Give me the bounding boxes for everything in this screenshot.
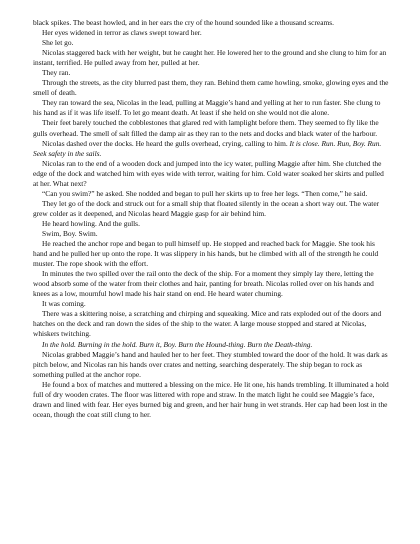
paragraph-3: She let go. <box>42 38 74 48</box>
paragraph-14: Swim, Boy. Swim. <box>42 228 98 238</box>
paragraph-9-italic: It is close. Run. Run, Boy. Run. Seek safety in the sails. <box>33 138 382 158</box>
paragraph-7: They ran toward the sea, Nicolas in the lead, pulling at Maggie’s hand and yelling at her to run faster. She clung to his hand as if it was life itself. To let go meant death. At least if she held on she would not die alone. <box>33 98 381 118</box>
paragraph-12: They let go of the dock and struck out for a small ship that floated silently in the ocean a short way out. The water grew colder as it deepened, and Nicolas heard Maggie gasp for air behind him. <box>33 198 380 218</box>
paragraph-5: They ran. <box>42 68 71 78</box>
paragraph-8: Their feet barely touched the cobblestones that glared red with lamplight before them. They seemed to fly like the gulls overhead. The smell of salt filled the damp air as they ran to the nets and docks and black water of the harbour. <box>33 118 379 138</box>
paragraph-13: He heard howling. And the gulls. <box>42 218 140 228</box>
book-page <box>33 18 389 528</box>
paragraph-16: In minutes the two spilled over the rail onto the deck of the ship. For a moment they simply lay there, letting the wood absorb some of the water from their clothes and hair, panting for breath. Nicolas rolled over on his hands and knees as a low, mournful howl made his hair stand on end. He heard water churning. <box>33 269 374 299</box>
paragraph-15: He reached the anchor rope and began to pull himself up. He stopped and reached back for Maggie. She took his hand and he pulled her up onto the rope. It was slippery in his hands, but he climbed with all of the strength he could muster. The rope shook with the effort. <box>33 239 379 269</box>
paragraph-17: It was coming. <box>42 299 86 309</box>
paragraph-9 <box>33 139 389 159</box>
paragraph-2: Her eyes widened in terror as claws swept toward her. <box>42 28 202 38</box>
paragraph-21: He found a box of matches and muttered a blessing on the mice. He lit one, his hands trembling. It illuminated a hold full of dry wooden crates. The floor was littered with rope and straw. In the match light he could see Maggie’s face, drawn and lined with fear. Her eyes burned big and green, and her hair hung in wet strands. Her cap had been lost in the ocean, though the coat still clung to her. <box>33 379 389 419</box>
paragraph-20: Nicolas grabbed Maggie’s hand and hauled her to her feet. They stumbled toward the door of the hold. It was dark as pitch below, and Nicolas ran his hands over crates and netting, searching desperately. The ship began to rock as something pulled at the anchor rope. <box>33 349 388 379</box>
paragraph-1: black spikes. The beast howled, and in her ears the cry of the hound sounded like a thousand screams. <box>33 18 334 27</box>
paragraph-18: There was a skittering noise, a scratching and chirping and squeaking. Mice and rats exploded out of the doors and hatches on the deck and ran down the sides of the ship to the water. A large mouse stopped and stared at Nicolas, whiskers twitching. <box>33 309 382 339</box>
paragraph-19-italic: In the hold. Burning in the hold. Burn it, Boy. Burn the Hound-thing. Burn the Death-thing. <box>42 339 313 349</box>
paragraph-4: Nicolas staggered back with her weight, but he caught her. He lowered her to the ground and she clung to him for an instant, terrified. He pulled away from her, pulled at her. <box>33 48 387 68</box>
paragraph-19 <box>33 340 389 350</box>
paragraph-6: Through the streets, as the city blurred past them, they ran. Behind them came howling, smoke, glowing eyes and the smell of death. <box>33 78 389 98</box>
paragraph-11: “Can you swim?” he asked. She nodded and began to pull her skirts up to free her legs. “Then come,” he said. <box>42 188 368 198</box>
paragraph-10: Nicolas ran to the end of a wooden dock and jumped into the icy water, pulling Maggie after him. She clutched the edge of the dock and watched him with eyes wide with terror, waiting for him. Cold water soaked her skirts and pulled at her. What next? <box>33 158 384 188</box>
paragraph-9-text: Nicolas dashed over the docks. He heard the gulls overhead, crying, calling to him. <box>42 138 290 148</box>
